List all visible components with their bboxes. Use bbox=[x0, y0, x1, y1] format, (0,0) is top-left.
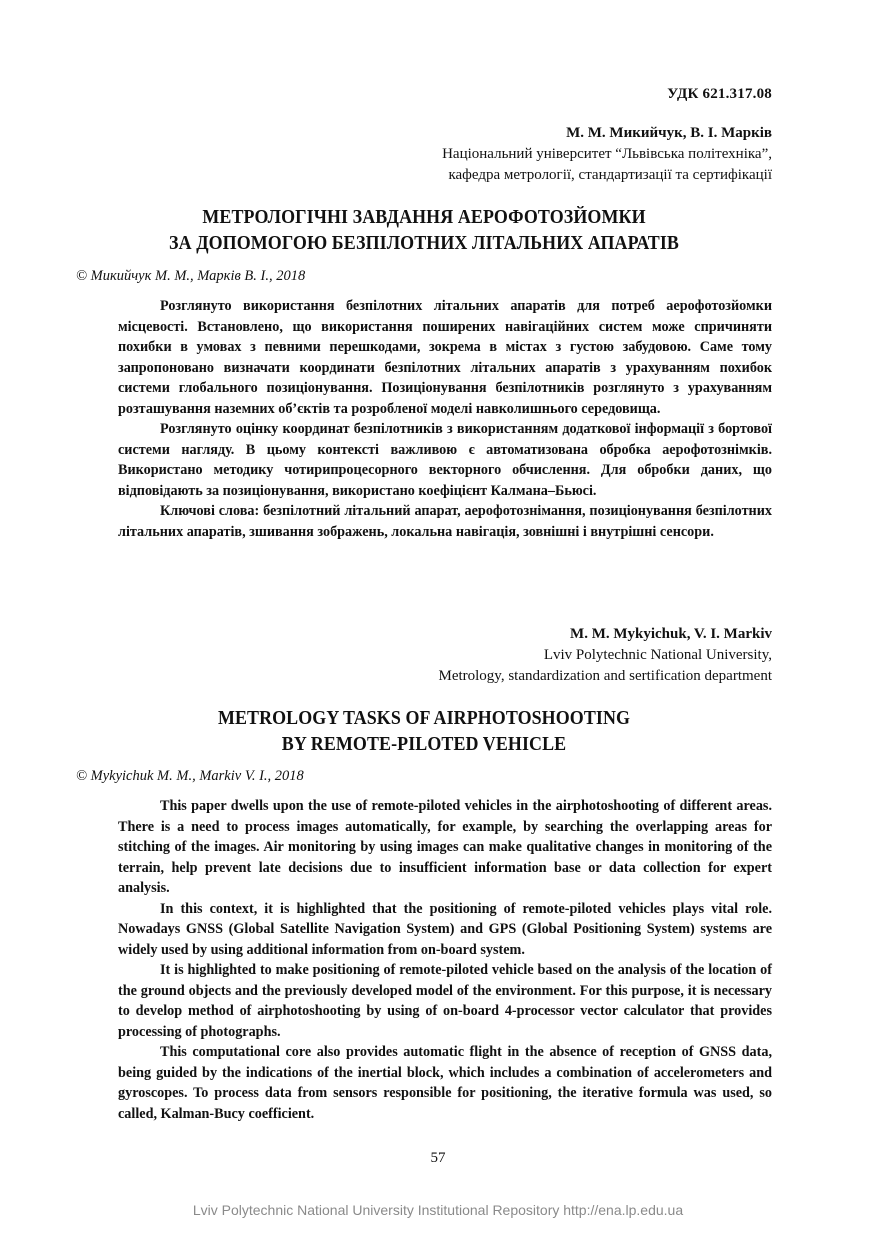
affiliation-english bbox=[438, 624, 772, 687]
authors-english: M. M. Mykyichuk, V. I. Markiv bbox=[570, 626, 772, 642]
title-ukrainian bbox=[104, 205, 744, 257]
udc-code: УДК 621.317.08 bbox=[667, 86, 772, 102]
affiliation-line-1-ukrainian: Національний університет “Львівська політехніка”, bbox=[442, 146, 772, 162]
abstract-english bbox=[118, 796, 772, 1124]
title-english bbox=[104, 706, 744, 758]
affiliation-line-1-english: Lviv Polytechnic National University, bbox=[543, 647, 772, 663]
title-line-2-english: BY REMOTE-PILOTED VEHICLE bbox=[281, 734, 567, 755]
abstract-paragraph: In this context, it is highlighted that the positioning of remote-piloted vehicles plays vital role. Nowadays GNSS (Global Satellite Navigation System) and GPS (Global Positioning System) systems are widely used by using additional information from on-board system. bbox=[118, 900, 772, 958]
affiliation-line-2-ukrainian: кафедра метрології, стандартизації та сертифікації bbox=[448, 167, 772, 183]
abstract-paragraph: Розглянуто оцінку координат безпілотників з використанням додаткової інформації з бортової системи нагляду. В цьому контексті важливою є автоматизована обробка аерофотознімків. Використано методику чотирипроцесорного векторного обчислення. Для обробки даних, що відповідають за позиціонування, використано коефіцієнт Калмана–Бьюсі. bbox=[118, 421, 772, 499]
keywords-paragraph: Ключові слова: безпілотний літальний апарат, аерофотознімання, позиціонування безпілотних літальних апаратів, зшивання зображень, локальна навігація, зовнішні і внутрішні сенсори. bbox=[118, 503, 772, 540]
authors-ukrainian: М. М. Микийчук, В. І. Марків bbox=[566, 125, 772, 141]
affiliation-ukrainian bbox=[442, 123, 772, 186]
title-line-1-english: METROLOGY TASKS OF AIRPHOTOSHOOTING bbox=[217, 708, 631, 729]
affiliation-line-2-english: Metrology, standardization and sertification department bbox=[438, 668, 772, 684]
abstract-paragraph: This computational core also provides automatic flight in the absence of reception of GNSS data, being guided by the indications of the inertial block, which includes a combination of accelerometers and gyroscopes. To process data from sensors responsible for positioning, the iterative formula was used, so called, Kalman-Bucy coefficient. bbox=[118, 1044, 772, 1122]
copyright-ukrainian: © Микийчук М. М., Марків В. І., 2018 bbox=[76, 268, 306, 284]
title-line-2-ukrainian: ЗА ДОПОМОГОЮ БЕЗПІЛОТНИХ ЛІТАЛЬНИХ АПАРАТІВ bbox=[169, 233, 679, 254]
page-number: 57 bbox=[430, 1150, 446, 1166]
abstract-paragraph: It is highlighted to make positioning of remote-piloted vehicle based on the analysis of the location of the ground objects and the previously developed model of the environment. For this purpose, it is necessary to develop method of airphotoshooting by using of on-board 4-processor vector calculator that provides processing of photographs. bbox=[118, 962, 772, 1040]
title-line-1-ukrainian: МЕТРОЛОГІЧНІ ЗАВДАННЯ АЕРОФОТОЗЙОМКИ bbox=[202, 207, 646, 228]
repository-footer: Lviv Polytechnic National University Institutional Repository http://ena.lp.edu.ua bbox=[192, 1202, 684, 1218]
abstract-paragraph: Розглянуто використання безпілотних літальних апаратів для потреб аерофотозйомки місцевості. Встановлено, що використання поширених навігаційних систем може спричиняти похибки в умовах з певними перешкодами, зокрема в містах з густою забудовою. Саме тому запропоновано визначати координати безпілотних літальних апаратів з урахуванням похибок системи глобального позиціонування. Позиціонування безпілотників розглянуто з урахуванням розташування наземних об’єктів та розробленої моделі навколишнього середовища. bbox=[118, 298, 772, 417]
copyright-english: © Mykyichuk M. M., Markiv V. I., 2018 bbox=[76, 768, 304, 784]
abstract-paragraph: This paper dwells upon the use of remote-piloted vehicles in the airphotoshooting of different areas. There is a need to process images automatically, for example, by searching the overlapping areas for stitching of the images. Air monitoring by using images can make qualitative changes in monitoring of the terrain, help prevent late decisions due to insufficient information base or data collection for expert analysis. bbox=[118, 798, 772, 896]
abstract-ukrainian bbox=[118, 296, 772, 542]
